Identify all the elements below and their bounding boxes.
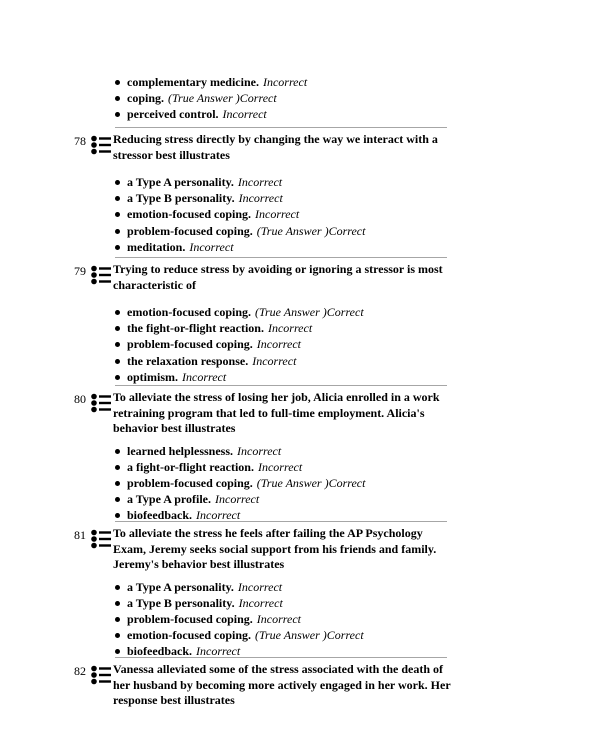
question-82 [74,662,454,709]
answer-status: Incorrect [238,595,283,610]
answer-list [113,304,454,385]
answer-status: Incorrect [257,459,303,474]
question-text: Trying to reduce stress by avoiding or ignoring a stressor is most characteristic of [113,262,443,292]
answer-text: optimism. [127,369,178,384]
question-number: 79 [74,264,86,278]
answer-text: biofeedback. [127,508,193,523]
answer-list [113,443,454,524]
divider [115,127,447,128]
answer-text: perceived control. [127,107,219,122]
question-80 [74,390,454,524]
answer-list [113,579,454,660]
answer-status: Incorrect [255,207,300,222]
answer-text: emotion-focused coping. [127,305,251,319]
answer-item [113,304,454,320]
question-number: 82 [74,664,86,678]
answer-list [113,174,454,255]
answer-item [113,74,307,90]
divider [115,257,447,258]
answer-item [113,627,454,643]
divider [115,385,447,386]
answer-status: Incorrect [182,369,227,384]
answer-status: Incorrect [256,611,301,626]
answer-item [113,491,454,507]
answer-item [113,239,454,255]
answer-status: Incorrect [215,492,260,507]
list-icon [90,134,112,156]
answer-item [113,320,454,336]
answer-status: Incorrect [237,579,283,594]
answer-status: (True Answer )Correct [256,223,366,238]
answer-item [113,90,307,106]
divider [115,657,447,658]
answer-status: (True Answer )Correct [256,475,366,490]
answer-status: Incorrect [222,107,267,122]
answer-status: Incorrect [252,353,297,368]
answer-text: learned helplessness. [127,443,234,458]
answer-item [113,579,454,595]
answer-item [113,206,454,222]
answer-text: coping. [127,91,165,106]
list-icon [90,392,112,414]
question-81 [74,526,454,660]
answer-text: meditation. [127,239,186,254]
answer-item [113,459,454,475]
answer-item [113,353,454,369]
list-icon [90,528,112,550]
answer-status: (True Answer )Correct [168,91,277,106]
question-79 [74,262,454,385]
answer-item [113,190,454,206]
question-number: 80 [74,392,86,406]
answer-status: Incorrect [262,75,308,89]
answer-text: a Type A profile. [127,492,212,507]
question-text: To alleviate the stress he feels after failing the AP Psychology Exam, Jeremy seeks social support from his friends and family. Jeremy's behavior best illustrates [113,526,437,571]
answer-text: a Type B personality. [127,595,235,610]
question-text: To alleviate the stress of losing her job, Alicia enrolled in a work retraining program that led to full-time employment. Alicia's behavior best illustrates [113,390,440,435]
answer-status: Incorrect [196,644,241,659]
answer-status: Incorrect [196,508,241,523]
answer-text: problem-focused coping. [127,611,253,626]
answer-text: the relaxation response. [127,353,249,368]
answer-status: Incorrect [237,175,283,189]
answer-text: complementary medicine. [127,75,259,89]
question-text: Vanessa alleviated some of the stress associated with the death of her husband by becoming more actively engaged in her work. Her response best illustrates [113,662,451,707]
answer-item [113,475,454,491]
answer-status: Incorrect [238,191,283,206]
answer-item [113,106,307,122]
answer-item [113,223,454,239]
answer-item [113,174,454,190]
answer-text: emotion-focused coping. [127,628,251,643]
list-icon [90,264,112,286]
question-number: 78 [74,134,86,148]
answer-text: problem-focused coping. [127,475,253,490]
list-icon [90,664,112,686]
answer-item [113,443,454,459]
answer-text: a fight-or-flight reaction. [127,459,254,474]
answer-status: Incorrect [237,443,282,458]
divider [115,521,447,522]
prev-question-answers [113,74,307,123]
answer-status: (True Answer )Correct [255,628,364,643]
answer-item [113,595,454,611]
answer-status: Incorrect [267,321,313,336]
answer-text: problem-focused coping. [127,223,253,238]
answer-status: Incorrect [189,239,234,254]
answer-item [113,336,454,352]
answer-text: problem-focused coping. [127,337,253,352]
answer-text: a Type A personality. [127,175,234,189]
question-number: 81 [74,528,86,542]
answer-text: emotion-focused coping. [127,207,251,222]
answer-text: a Type B personality. [127,191,235,206]
question-text: Reducing stress directly by changing the way we interact with a stressor best illustrates [113,132,438,162]
answer-item [113,369,454,385]
question-78 [74,132,454,255]
answer-text: the fight-or-flight reaction. [127,321,264,336]
answer-status: (True Answer )Correct [255,305,364,319]
answer-item [113,611,454,627]
answer-text: a Type A personality. [127,579,234,594]
answer-status: Incorrect [256,337,301,352]
answer-text: biofeedback. [127,644,193,659]
